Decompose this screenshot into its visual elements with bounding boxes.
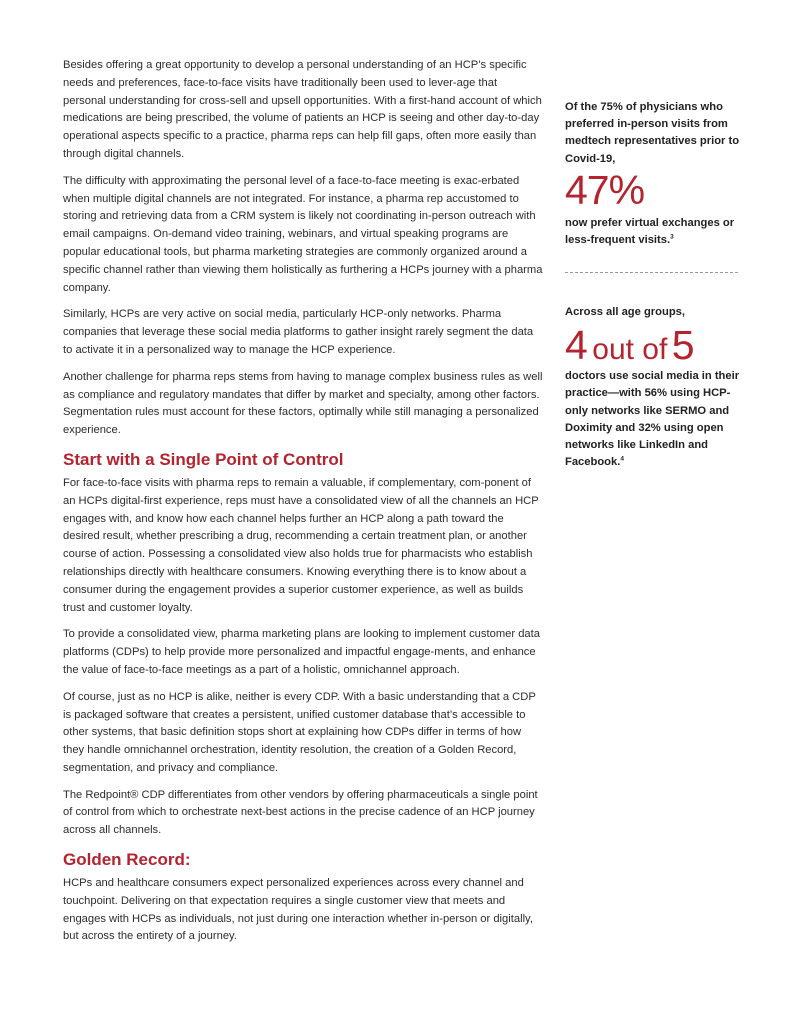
body-paragraph: For face-to-face visits with pharma reps to remain a valuable, if complementary, com-ponent of an HCPs digital-first experience, reps must have a consolidated view of all the channels an HCP engages with, and know how each channel helps further an HCP along a path toward the desired result, whether prescribing a drug, recommending a certain treatment plan, or another course of action. Possessing a consolidated view also holds true for pharmacists who establish relationships directly with healthcare consumers. Knowing everything there is to know about a consumer during the engagement provides a superior customer experience, as well as builds trust and customer loyalty.: [63, 476, 539, 614]
sidebar-stat-47: [565, 99, 741, 249]
body-paragraph: The difficulty with approximating the personal level of a face-to-face meeting is exac-erbated when multiple digital channels are not integrated. For instance, a pharma rep accustomed to storing and retrieving data from a CRM system is likely not coordinating in-person outreach with email campaigns. On-demand video training, webinars, and virtual speaking programs are popular educational tools, but pharma marketing strategies are commonly organized around a specific channel rather than viewing them holistically as furthering a HCPs journey with a pharma company.: [63, 174, 543, 294]
stat-big-number: 4 out of 5: [565, 322, 695, 369]
stat-lead: Across all age groups,: [565, 306, 685, 318]
sidebar-divider: [565, 272, 738, 273]
body-paragraph: HCPs and healthcare consumers expect personalized experiences across every channel and touchpoint. Delivering on that expectation requires a single customer view that meets and engages with HCPs as individuals, not just during one interaction whether in-person or digitally, but across the entirety of a journey.: [63, 877, 533, 943]
footnote-ref: 4: [620, 455, 624, 463]
stat-tail: now prefer virtual exchanges or less-frequent visits.$^3$: [565, 216, 735, 247]
body-paragraph: Of course, just as no HCP is alike, neither is every CDP. With a basic understanding that a CDP is packaged software that creates a persistent, unified customer database that’s accessible to other systems, that basic definition stops short at explaining how CDPs differ in terms of how they handle omnichannel orchestration, identity resolution, the creation of a Golden Record, segmentation, and privacy and compliance.: [63, 690, 536, 774]
section-heading-golden-record: Golden Record:: [63, 850, 191, 870]
stat-lead: Of the 75% of physicians who preferred in-person visits from medtech representatives prior to Covid-19,: [565, 101, 740, 165]
body-paragraph: Besides offering a great opportunity to develop a personal understanding of an HCP’s specific needs and preferences, face-to-face visits have traditionally been used to lever-age that personal understanding for cross-sell and upsell opportunities. With a first-hand account of which medications are being prescribed, the volume of patients an HCP is seeing and other day-to-day operational aspects specific to a practice, pharma reps can help fill gaps, often more easily than through digital channels.: [63, 59, 542, 160]
sidebar-stat-4-of-5: [565, 304, 741, 471]
body-paragraph: The Redpoint® CDP differentiates from other vendors by offering pharmaceuticals a single point of control from which to orchestrate next-best actions in the precise cadence of an HCP journey across all channels.: [63, 788, 538, 837]
body-paragraph: Another challenge for pharma reps stems from having to manage complex business rules as well as compliance and regulatory mandates that differ by market and specialty, among other factors. Segmentation rules must account for these factors, optimally while still managing a personalized experience.: [63, 370, 543, 437]
stat-big-number: 47%: [565, 166, 645, 213]
body-paragraph: To provide a consolidated view, pharma marketing plans are looking to implement customer data platforms (CDPs) to help provide more personalized and impactful engage-ments, and enhance the value of face-to-face meetings as a part of a holistic, omnichannel approach.: [63, 628, 540, 676]
body-paragraph: Similarly, HCPs are very active on social media, particularly HCP-only networks. Pharma companies that leverage these social media platforms to gather insight rarely segment the data to activate it in a personalized way to manage the HCP experience.: [63, 308, 534, 356]
section-heading-control: Start with a Single Point of Control: [63, 449, 344, 469]
footnote-ref: 3: [670, 233, 674, 241]
stat-tail: doctors use social media in their practice—with 56% using HCP-only networks like SERMO and Doximity and 32% using open networks like LinkedIn and Facebook.$^4$: [565, 370, 740, 469]
main-column: [63, 57, 543, 955]
